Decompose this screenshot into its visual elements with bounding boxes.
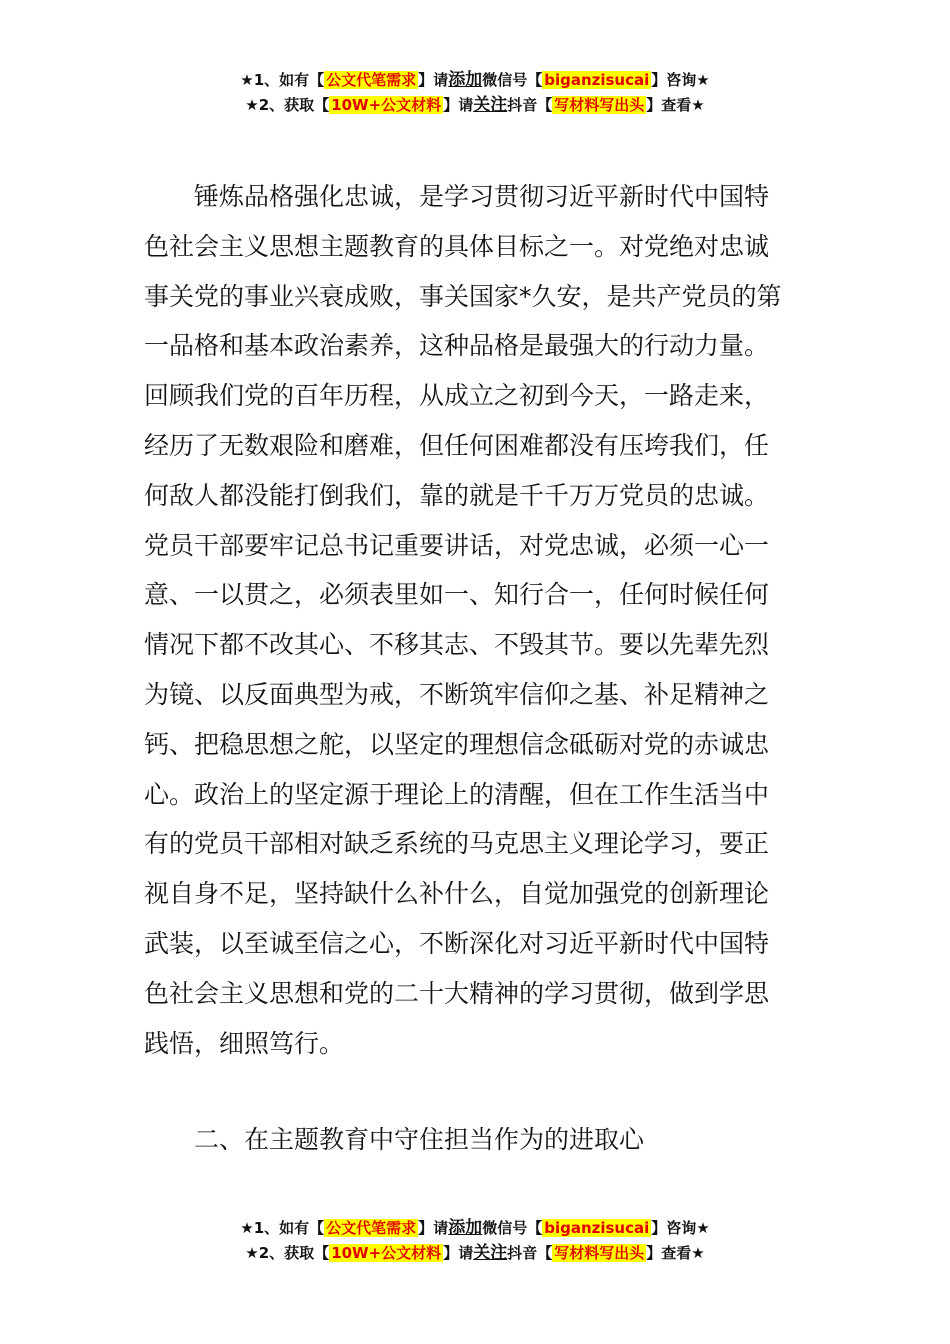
paragraph-line: 党员干部要牢记总书记重要讲话，对党忠诚，必须一心一 bbox=[144, 530, 770, 560]
banner-underline: 关注 bbox=[473, 1243, 508, 1263]
banner-line-1 bbox=[0, 68, 950, 93]
header-banner bbox=[0, 68, 950, 118]
banner-line-2 bbox=[0, 1241, 950, 1266]
paragraph-line: 锤炼品格强化忠诚，是学习贯彻习近平新时代中国特 bbox=[144, 182, 770, 211]
banner-text: 】咨询★ bbox=[651, 1219, 710, 1237]
paragraph-line: 践悟，细照笃行。 bbox=[144, 1028, 345, 1058]
paragraph-line: 武装，以至诚至信之心，不断深化对习近平新时代中国特 bbox=[144, 928, 770, 958]
paragraph-line: 色社会主义思想和党的二十大精神的学习贯彻，做到学思 bbox=[144, 978, 770, 1008]
paragraph-line: 一品格和基本政治素养，这种品格是最强大的行动力量。 bbox=[144, 331, 770, 361]
banner-text: 】咨询★ bbox=[651, 71, 710, 89]
paragraph-line: 有的党员干部相对缺乏系统的马克思主义理论学习，要正 bbox=[144, 829, 770, 859]
banner-text: 抖音【 bbox=[507, 96, 553, 114]
paragraph-line: 何敌人都没能打倒我们，靠的就是千千万万党员的忠诚。 bbox=[144, 480, 770, 510]
banner-text: 抖音【 bbox=[507, 1244, 553, 1262]
banner-text: 】查看★ bbox=[646, 96, 705, 114]
banner-text: 】请 bbox=[443, 1244, 474, 1262]
section-heading: 二、在主题教育中守住担当作为的进取心 bbox=[194, 1125, 645, 1154]
body-paragraph bbox=[144, 172, 808, 1068]
banner-text: ★1、如有【 bbox=[240, 71, 325, 89]
highlight-douyin-id: 写材料写出头 bbox=[554, 1244, 645, 1262]
highlight-service: 公文代笔需求 bbox=[326, 71, 417, 89]
banner-underline: 添加 bbox=[448, 1218, 483, 1238]
paragraph-line: 视自身不足，坚持缺什么补什么，自觉加强党的创新理论 bbox=[144, 879, 770, 909]
banner-text: ★2、获取【 bbox=[245, 1244, 330, 1262]
banner-text: ★1、如有【 bbox=[240, 1219, 325, 1237]
banner-underline: 关注 bbox=[473, 95, 508, 115]
paragraph-line: 情况下都不改其心、不移其志、不毁其节。要以先辈先烈 bbox=[144, 630, 770, 660]
banner-text: 】查看★ bbox=[646, 1244, 705, 1262]
highlight-materials: 10W+公文材料 bbox=[331, 1244, 442, 1262]
paragraph-line: 钙、把稳思想之舵，以坚定的理想信念砥砺对党的赤诚忠 bbox=[144, 729, 770, 759]
highlight-service: 公文代笔需求 bbox=[326, 1219, 417, 1237]
paragraph-line: 为镜、以反面典型为戒，不断筑牢信仰之基、补足精神之 bbox=[144, 679, 770, 709]
paragraph-line: 心。政治上的坚定源于理论上的清醒，但在工作生活当中 bbox=[144, 779, 770, 809]
highlight-douyin-id: 写材料写出头 bbox=[554, 96, 645, 114]
banner-line-1 bbox=[0, 1216, 950, 1241]
highlight-wechat-id: biganzisucai bbox=[544, 1219, 650, 1237]
banner-text: 】请 bbox=[418, 71, 449, 89]
paragraph-line: 色社会主义思想主题教育的具体目标之一。对党绝对忠诚 bbox=[144, 231, 770, 261]
highlight-wechat-id: biganzisucai bbox=[544, 71, 650, 89]
banner-text: 】请 bbox=[418, 1219, 449, 1237]
highlight-materials: 10W+公文材料 bbox=[331, 96, 442, 114]
paragraph-line: 意、一以贯之，必须表里如一、知行合一，任何时候任何 bbox=[144, 580, 770, 610]
banner-text: ★2、获取【 bbox=[245, 96, 330, 114]
paragraph-line: 事关党的事业兴衰成败，事关国家*久安，是共产党员的第 bbox=[144, 281, 782, 311]
footer-banner bbox=[0, 1216, 950, 1266]
banner-underline: 添加 bbox=[448, 70, 483, 90]
paragraph-line: 经历了无数艰险和磨难，但任何困难都没有压垮我们，任 bbox=[144, 430, 770, 460]
banner-line-2 bbox=[0, 93, 950, 118]
banner-text: 微信号【 bbox=[482, 71, 543, 89]
banner-text: 】请 bbox=[443, 96, 474, 114]
banner-text: 微信号【 bbox=[482, 1219, 543, 1237]
paragraph-line: 回顾我们党的百年历程，从成立之初到今天，一路走来， bbox=[144, 381, 770, 411]
